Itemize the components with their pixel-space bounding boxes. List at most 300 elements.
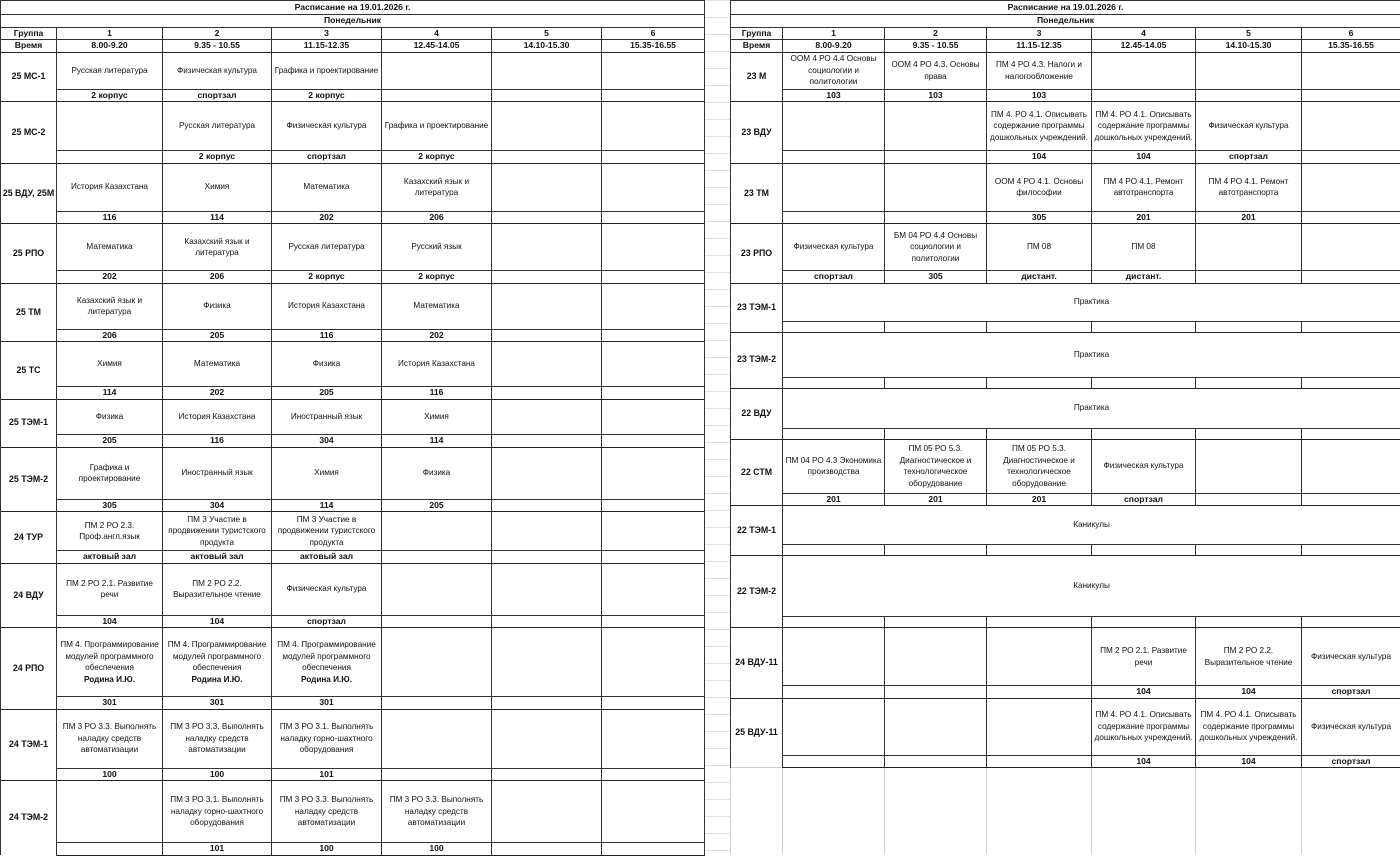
lesson-cell [163,781,272,843]
lesson-room [492,551,602,564]
lesson-room: 2 корпус [57,89,163,102]
lesson-cell [1196,439,1302,493]
lesson-room: 305 [885,271,987,284]
lesson-subject: ПМ 05 РО 5.3. Диагностическое и технологическое оборудование [899,444,972,488]
lesson-cell [602,224,705,271]
lesson-room: 116 [272,329,382,342]
lesson-cell [57,52,163,89]
period-number: 3 [272,27,382,40]
schedule-table-right [730,0,1400,854]
lesson-cell [492,781,602,843]
lesson-cell [1092,52,1196,89]
lesson-room [987,428,1092,439]
lesson-room [382,551,492,564]
lesson-room: актовый зал [272,551,382,564]
lesson-room [885,321,987,332]
period-time: 14.10-15.30 [1196,40,1302,53]
lesson-room: 104 [1092,686,1196,699]
lesson-cell [492,163,602,211]
lesson-cell [602,342,705,387]
lesson-cell [492,628,602,697]
lesson-room [885,377,987,388]
lesson-room: 116 [57,211,163,224]
lesson-cell [272,102,382,151]
period-time: 8.00-9.20 [783,40,885,53]
time-header: Время [731,40,783,53]
lesson-cell [492,52,602,89]
lesson-subject: Математика [86,242,133,252]
lesson-subject: ПМ 4. РО 4.1. Описывать содержание программы дошкольных учреждений. [1094,710,1193,743]
lesson-room [783,321,885,332]
lesson-room: 114 [382,434,492,447]
lesson-room: спортзал [1092,493,1196,506]
empty-cell [1092,768,1196,855]
lesson-cell [602,628,705,697]
lesson-room [1302,321,1400,332]
lesson-room [602,768,705,781]
lesson-room [382,768,492,781]
lesson-room: 202 [382,329,492,342]
period-number: 5 [1196,27,1302,40]
lesson-room [602,329,705,342]
lesson-room: 301 [272,697,382,710]
lesson-room: 205 [163,329,272,342]
lesson-cell [163,628,272,697]
lesson-room [1092,617,1196,628]
lesson-room [1302,271,1400,284]
lesson-room [1302,377,1400,388]
lesson-room: 206 [382,211,492,224]
lesson-room [602,89,705,102]
lesson-subject: ПМ 2 РО 2.1. Развитие речи [1100,646,1187,667]
lesson-cell [1196,698,1302,755]
lesson-room [783,755,885,768]
lesson-room: 100 [163,768,272,781]
lesson-cell [1302,628,1400,686]
lesson-room [492,615,602,628]
lesson-room [492,89,602,102]
lesson-cell [163,447,272,499]
lesson-room [783,686,885,699]
lesson-room: 301 [163,697,272,710]
lesson-cell [1302,52,1400,89]
lesson-room [492,434,602,447]
lesson-room [1196,428,1302,439]
lesson-cell [57,163,163,211]
lesson-cell [1092,698,1196,755]
lesson-room [602,697,705,710]
group-name: 24 ТУР [1,512,57,564]
lesson-cell [492,342,602,387]
lesson-cell [885,102,987,151]
lesson-room [382,697,492,710]
lesson-subject: ПМ 2 РО 2.2. Выразительное чтение [173,578,261,599]
schedule-sheet-left [0,0,704,856]
lesson-room [783,428,885,439]
lesson-cell [602,283,705,329]
lesson-room: 2 корпус [163,151,272,164]
lesson-cell [492,283,602,329]
period-time: 15.35-16.55 [1302,40,1400,53]
lesson-room: актовый зал [57,551,163,564]
lesson-room [1196,493,1302,506]
lesson-room [1196,271,1302,284]
group-name: 25 РПО [1,224,57,284]
lesson-cell [492,563,602,615]
lesson-subject: ПМ 4. Программирование модулей программного обеспечения [277,640,376,672]
lesson-cell [492,512,602,551]
lesson-cell [1302,698,1400,755]
lesson-room [885,545,987,556]
lesson-cell [1092,628,1196,686]
lesson-subject: ПМ 3 РО 3.3. Выполнять наладку средств автоматизации [62,722,157,755]
lesson-cell [602,781,705,843]
lesson-subject: Казахский язык и литература [403,176,470,197]
lesson-room: спортзал [783,271,885,284]
group-name: 24 ВДУ [1,563,57,628]
lesson-cell [272,342,382,387]
lesson-room: 104 [57,615,163,628]
lesson-room [602,615,705,628]
lesson-room [1302,493,1400,506]
lesson-cell [987,698,1092,755]
lesson-cell [1302,224,1400,271]
lesson-room [1302,545,1400,556]
group-name: 22 ТЭМ-2 [731,556,783,628]
lesson-room [783,617,885,628]
lesson-room [602,211,705,224]
lesson-cell [57,709,163,768]
lesson-room: 104 [1092,151,1196,164]
lesson-room: 116 [382,387,492,400]
lesson-cell [885,52,987,89]
lesson-room [885,686,987,699]
period-time: 12.45-14.05 [1092,40,1196,53]
lesson-subject: Русская литература [178,121,256,131]
lesson-subject: ООМ 4 РО 4.3. Основы права [891,60,980,81]
lesson-room: 103 [987,89,1092,102]
period-time: 15.35-16.55 [602,40,705,53]
lesson-cell [602,512,705,551]
group-name: 24 ВДУ-11 [731,628,783,699]
period-number: 1 [783,27,885,40]
lesson-cell [382,52,492,89]
lesson-room: 205 [382,499,492,512]
lesson-cell [272,628,382,697]
lesson-cell [382,224,492,271]
lesson-subject: ПМ 04 РО 4.3 Экономика производства [785,455,882,476]
lesson-cell [382,163,492,211]
lesson-cell [382,342,492,387]
group-name: 24 ТЭМ-1 [1,709,57,781]
lesson-room [602,151,705,164]
lesson-cell [783,52,885,89]
lesson-room [492,329,602,342]
lesson-cell [492,102,602,151]
lesson-room: 104 [1092,755,1196,768]
lesson-cell [885,628,987,686]
lesson-subject: Физическая культура [286,121,367,131]
lesson-cell [885,163,987,211]
lesson-subject: Химия [314,468,339,478]
lesson-cell [1196,628,1302,686]
lesson-cell [163,52,272,89]
lesson-cell [783,224,885,271]
lesson-cell [783,439,885,493]
lesson-subject: ПМ 3 РО 3.3. Выполнять наладку средств автоматизации [279,795,374,828]
lesson-room: 202 [57,271,163,284]
lesson-subject: ПМ 3 Участие в продвижении туристского продукта [277,514,376,547]
lesson-subject: Казахский язык и литература [76,295,143,316]
lesson-subject: ПМ 4 РО 4.3. Налоги и налогообложение [996,60,1082,81]
lesson-room: 202 [163,387,272,400]
lesson-subject: История Казахстана [71,182,148,192]
lesson-subject: ПМ 4. РО 4.1. Описывать содержание программы дошкольных учреждений. [990,109,1088,142]
group-name: 23 М [731,52,783,102]
lesson-cell [272,224,382,271]
group-name: 25 ВДУ, 25М [1,163,57,224]
group-name: 24 ТЭМ-2 [1,781,57,856]
lesson-cell [1302,102,1400,151]
lesson-cell [272,512,382,551]
lesson-room: 305 [57,499,163,512]
lesson-room: 104 [1196,686,1302,699]
lesson-cell [272,163,382,211]
lesson-cell [602,163,705,211]
lesson-cell [1092,439,1196,493]
lesson-subject: ПМ 08 [1131,242,1156,252]
lesson-cell [163,512,272,551]
lesson-room [987,617,1092,628]
lesson-room: спортзал [272,151,382,164]
lesson-cell [163,163,272,211]
lesson-room [602,843,705,856]
lesson-cell [163,283,272,329]
period-number: 4 [1092,27,1196,40]
lesson-room: 100 [272,843,382,856]
lesson-cell [272,399,382,434]
lesson-room [492,843,602,856]
schedule-sheet-right [730,0,1400,854]
lesson-cell [602,447,705,499]
lesson-teacher: Родина И.Ю. [191,674,243,684]
lesson-cell [57,342,163,387]
period-number: 4 [382,27,492,40]
lesson-subject: Физическая культура [793,242,874,252]
lesson-subject: Графика и проектирование [274,65,379,75]
lesson-room [1302,151,1400,164]
lesson-room [1092,321,1196,332]
schedule-title: Расписание на 19.01.2026 г. [731,1,1400,15]
lesson-cell [1196,52,1302,89]
group-name: 25 ВДУ-11 [731,698,783,768]
lesson-room [602,387,705,400]
day-label: Понедельник [731,15,1400,28]
lesson-room [783,151,885,164]
period-note: Каникулы [783,506,1400,545]
empty-cell [885,768,987,855]
lesson-room: 101 [272,768,382,781]
lesson-cell [987,52,1092,89]
lesson-cell [382,628,492,697]
lesson-room: 104 [1196,755,1302,768]
lesson-room [987,377,1092,388]
lesson-subject: ООМ 4 РО 4.1. Основы философии [994,176,1084,197]
time-header: Время [1,40,57,53]
lesson-cell [783,628,885,686]
lesson-room [1196,89,1302,102]
lesson-room: 304 [163,499,272,512]
lesson-room: 2 корпус [272,271,382,284]
lesson-cell [163,224,272,271]
lesson-room [987,686,1092,699]
lesson-cell [1302,163,1400,211]
lesson-subject: ПМ 08 [1026,242,1052,252]
lesson-cell [492,224,602,271]
lesson-room: 2 корпус [382,151,492,164]
lesson-cell [987,102,1092,151]
lesson-room [1302,211,1400,224]
group-name: 25 МС-2 [1,102,57,164]
schedule-table-left [0,0,705,856]
group-name: 23 РПО [731,224,783,284]
lesson-room: дистант. [987,271,1092,284]
group-name: 22 СТМ [731,439,783,506]
lesson-subject: Математика [413,301,460,311]
lesson-room [382,615,492,628]
lesson-room: 101 [163,843,272,856]
lesson-room [57,151,163,164]
lesson-subject: ООМ 4 РО 4.4 Основы социологии и политологии [790,54,877,87]
lesson-room [1196,321,1302,332]
empty-cell [987,768,1092,855]
lesson-subject: Иностранный язык [181,468,253,478]
lesson-room [492,768,602,781]
lesson-room [987,755,1092,768]
lesson-subject: ПМ 2 РО 2.1. Развитие речи [66,578,153,599]
lesson-cell [382,447,492,499]
lesson-cell [492,399,602,434]
group-name: 22 ТЭМ-1 [731,506,783,556]
lesson-room [57,843,163,856]
lesson-cell [987,628,1092,686]
lesson-room: спортзал [163,89,272,102]
lesson-room: 305 [987,211,1092,224]
lesson-cell [1092,224,1196,271]
lesson-subject: БМ 04 РО 4.4 Основы социологии и политологии [893,230,978,263]
lesson-cell [382,709,492,768]
lesson-cell [382,102,492,151]
lesson-subject: Химия [424,411,449,421]
lesson-subject: Физика [312,359,341,369]
lesson-subject: Русская литература [288,242,365,252]
lesson-cell [382,399,492,434]
empty-cell [731,768,783,855]
period-number: 3 [987,27,1092,40]
lesson-subject: Физика [95,411,124,421]
lesson-room [1092,377,1196,388]
lesson-room: 100 [57,768,163,781]
lesson-room [885,428,987,439]
lesson-room [492,151,602,164]
lesson-room [492,387,602,400]
lesson-cell [163,342,272,387]
lesson-room: 201 [987,493,1092,506]
group-name: 23 ТМ [731,163,783,224]
lesson-room [1196,617,1302,628]
lesson-subject: Графика и проектирование [384,121,489,131]
lesson-room [885,151,987,164]
lesson-room: спортзал [1302,755,1400,768]
lesson-subject: Графика и проектирование [78,462,141,483]
lesson-cell [783,102,885,151]
lesson-cell [1196,224,1302,271]
lesson-cell [57,102,163,151]
period-note: Практика [783,283,1400,321]
lesson-room [602,551,705,564]
lesson-subject: Казахский язык и литература [184,236,250,257]
lesson-cell [382,781,492,843]
lesson-room: спортзал [1302,686,1400,699]
lesson-cell [57,563,163,615]
empty-cell [783,768,885,855]
lesson-subject: Физическая культура [176,65,257,75]
lesson-cell [272,709,382,768]
group-name: 25 ТЭМ-2 [1,447,57,512]
lesson-room [783,211,885,224]
lesson-room: дистант. [1092,271,1196,284]
group-name: 23 ТЭМ-2 [731,332,783,388]
lesson-cell [57,447,163,499]
lesson-room [885,617,987,628]
lesson-room: 205 [57,434,163,447]
lesson-room [492,271,602,284]
lesson-subject: Физика [203,301,231,311]
lesson-room: спортзал [1196,151,1302,164]
empty-area [731,768,1400,855]
lesson-cell [382,283,492,329]
lesson-cell [783,163,885,211]
lesson-room [987,545,1092,556]
period-time: 11.15-12.35 [272,40,382,53]
lesson-subject: Физика [422,468,451,478]
lesson-room: 103 [783,89,885,102]
lesson-subject: ПМ 05 РО 5.3. Диагностическое и технологическое оборудование [1003,444,1075,488]
lesson-room [1092,89,1196,102]
lesson-cell [1092,102,1196,151]
lesson-subject: ПМ 3 РО 3.1. Выполнять наладку горно-шахтного оборудования [170,795,264,828]
lesson-cell [272,781,382,843]
lesson-subject: ПМ 4. Программирование модулей программного обеспечения [60,640,159,672]
day-label: Понедельник [1,15,705,28]
lesson-subject: Физическая культура [1103,461,1184,471]
lesson-room [602,434,705,447]
lesson-room: 201 [885,493,987,506]
lesson-room [1092,545,1196,556]
lesson-room: 2 корпус [382,271,492,284]
lesson-cell [272,52,382,89]
lesson-room [1092,428,1196,439]
lesson-cell [272,283,382,329]
lesson-room [1196,545,1302,556]
lesson-room: 202 [272,211,382,224]
lesson-cell [492,709,602,768]
lesson-subject: ПМ 4. Программирование модулей программного обеспечения [167,640,267,672]
lesson-room: 206 [163,271,272,284]
lesson-cell [382,563,492,615]
empty-cell [1302,768,1400,855]
lesson-room [492,499,602,512]
